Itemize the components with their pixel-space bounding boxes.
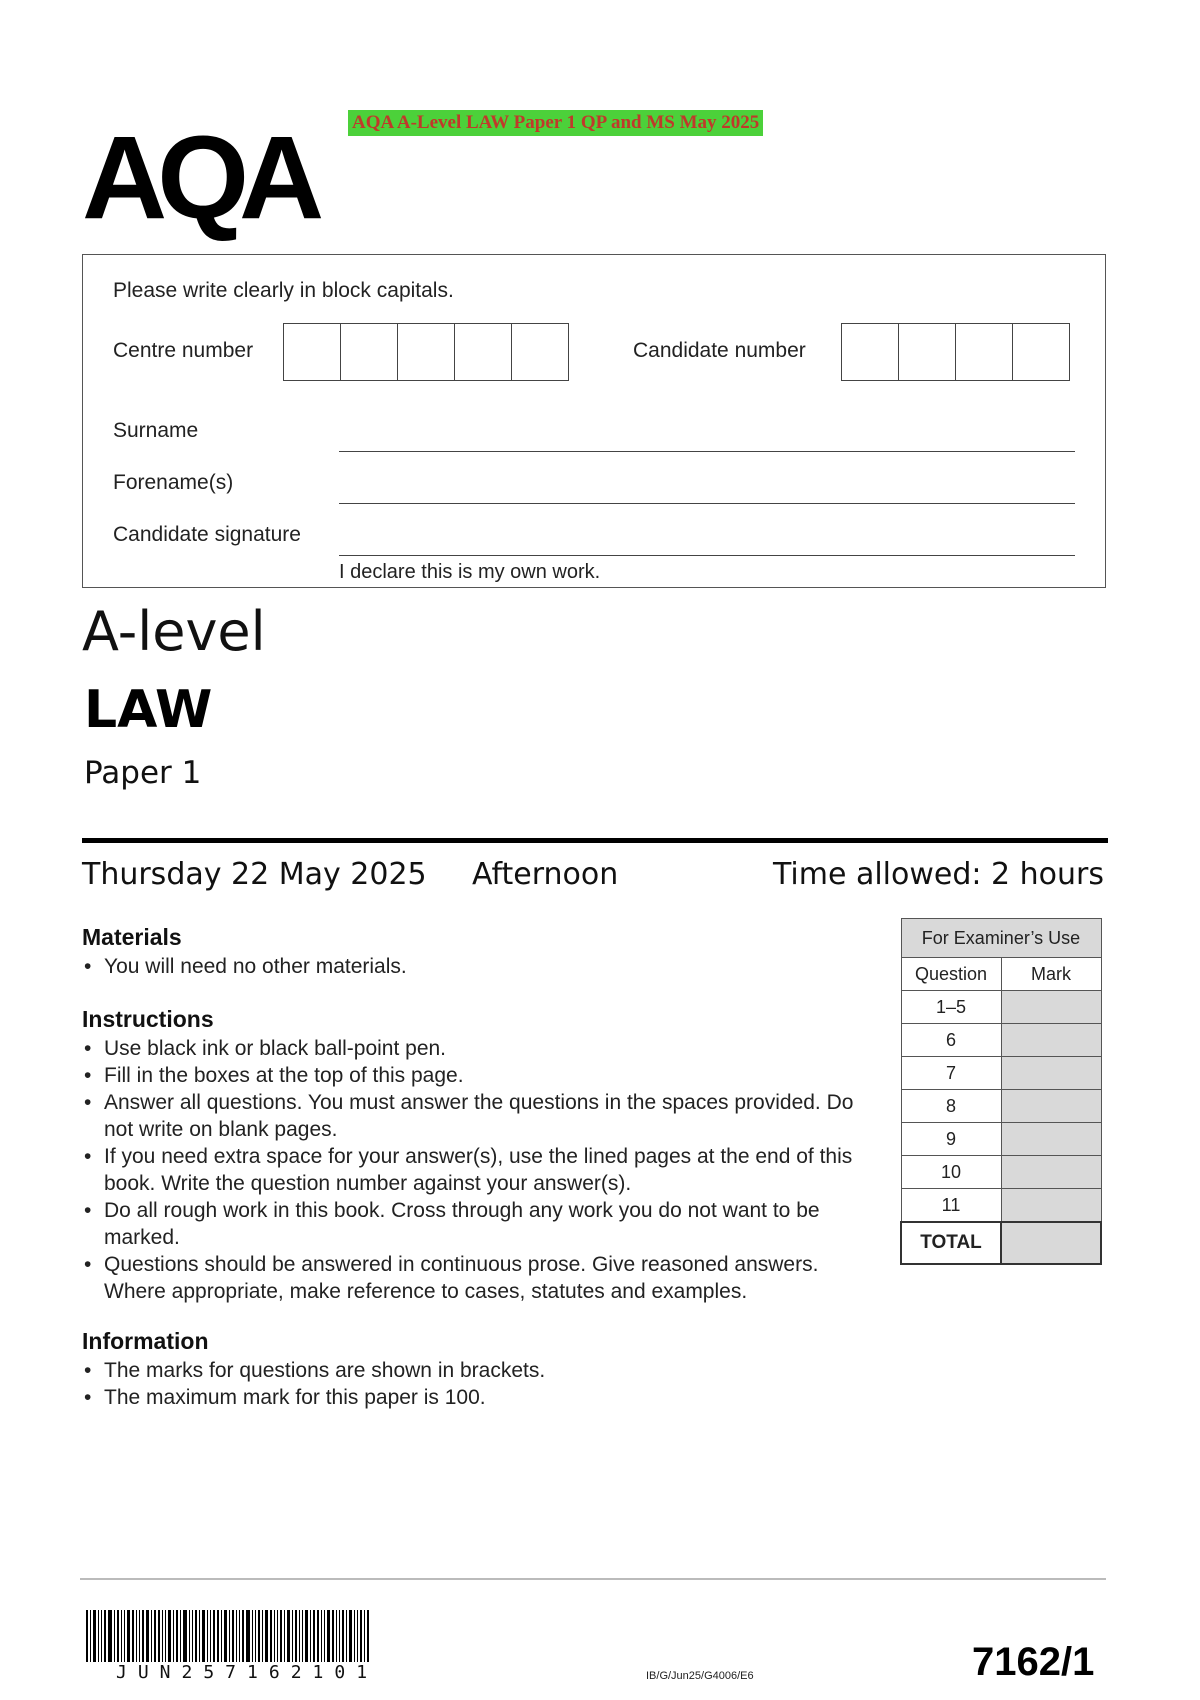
aqa-logo: AQA [82, 112, 315, 244]
barcode-bar [239, 1610, 240, 1662]
table-row: 8 [901, 1090, 1101, 1123]
barcode-bar [310, 1610, 311, 1662]
barcode-bar [324, 1610, 325, 1662]
barcode-bar [210, 1610, 211, 1662]
barcode-bar [252, 1610, 253, 1662]
table-row: 7 [901, 1057, 1101, 1090]
materials-heading: Materials [82, 924, 182, 950]
centre-number-boxes[interactable] [283, 323, 569, 381]
document-reference-code: IB/G/Jun25/G4006/E6 [646, 1670, 754, 1682]
list-item: • If you need extra space for your answer(s), use the lined pages at the end of this book. Write the question number against your answer(s). [84, 1145, 853, 1195]
mark-cell [1001, 1090, 1101, 1123]
barcode-bar [173, 1610, 174, 1662]
qualification-level: A-level [82, 600, 266, 663]
centre-digit-box[interactable] [398, 324, 455, 380]
barcode-bar [332, 1610, 334, 1662]
barcode-bar [165, 1610, 166, 1662]
table-row: 11 [901, 1189, 1101, 1223]
barcode-bar [242, 1610, 244, 1662]
mark-cell [1001, 1189, 1101, 1223]
footer-rule [80, 1578, 1106, 1580]
barcode-bar [168, 1610, 171, 1662]
barcode-bar [327, 1610, 330, 1662]
mark-cell [1001, 1123, 1101, 1156]
total-row: TOTAL [901, 1222, 1101, 1264]
candidate-digit-box[interactable] [1013, 324, 1069, 380]
paper-number: Paper 1 [84, 755, 202, 791]
time-allowed: Time allowed: 2 hours [772, 857, 1104, 892]
barcode-bar [236, 1610, 237, 1662]
barcode-bar [104, 1610, 106, 1662]
barcode-bar [295, 1610, 297, 1662]
mark-cell [1001, 1024, 1101, 1057]
instructions-section [82, 1006, 882, 1305]
barcode-bar [195, 1610, 197, 1662]
barcode-bar [277, 1610, 278, 1662]
barcode-bar [146, 1610, 149, 1662]
barcode-bar [154, 1610, 156, 1662]
barcode-bar [270, 1610, 272, 1662]
mark-cell [1001, 1156, 1101, 1189]
barcode-bar [124, 1610, 125, 1662]
candidate-number-label: Candidate number [633, 339, 806, 362]
centre-digit-box[interactable] [455, 324, 512, 380]
barcode-bar [217, 1610, 219, 1662]
barcode-bar [255, 1610, 256, 1662]
mark-cell [1001, 1057, 1101, 1090]
barcode-bar [299, 1610, 300, 1662]
barcode-bar [357, 1610, 358, 1662]
barcode-bar [360, 1610, 362, 1662]
barcode-bar [302, 1610, 303, 1662]
barcode-bar [207, 1610, 208, 1662]
barcode-bar [262, 1610, 263, 1662]
list-item: • Do all rough work in this book. Cross through any work you do not want to be marked. [84, 1199, 820, 1249]
candidate-digit-box[interactable] [956, 324, 1013, 380]
list-item: • Answer all questions. You must answer the questions in the spaces provided. Do not write on blank pages. [84, 1091, 854, 1141]
barcode-bar [139, 1610, 140, 1662]
barcode-bar [199, 1610, 200, 1662]
signature-line[interactable] [339, 555, 1075, 556]
barcode-bar [108, 1610, 112, 1662]
total-mark-cell [1001, 1222, 1101, 1264]
barcode-bar [336, 1610, 337, 1662]
barcode-bar [284, 1610, 285, 1662]
barcode-bar [280, 1610, 282, 1662]
barcode-bar [132, 1610, 134, 1662]
table-row: 1–5 [901, 991, 1101, 1024]
barcode-bar [287, 1610, 290, 1662]
barcode-bar [265, 1610, 268, 1662]
barcode-bar [93, 1610, 96, 1662]
examiner-use-table [900, 918, 1102, 1265]
list-item: • Questions should be answered in continuous prose. Give reasoned answers. Where appropriate, make reference to cases, statutes and examples. [84, 1253, 819, 1303]
table-row: 9 [901, 1123, 1101, 1156]
barcode-bar [313, 1610, 315, 1662]
centre-number-label: Centre number [113, 339, 254, 362]
barcode-bar [349, 1610, 352, 1662]
barcode-text: JUN257162101 [116, 1662, 379, 1683]
barcode-bar [258, 1610, 260, 1662]
barcode-bar [158, 1610, 160, 1662]
barcode-bar [213, 1610, 215, 1662]
barcode-bar [121, 1610, 122, 1662]
subject-title: LAW [84, 680, 213, 740]
barcode-bar [101, 1610, 102, 1662]
table-row: 10 [901, 1156, 1101, 1189]
barcode-bar [232, 1610, 234, 1662]
list-item: • The marks for questions are shown in brackets. [84, 1359, 546, 1382]
exam-session: Afternoon [472, 857, 619, 892]
barcode-bar [162, 1610, 163, 1662]
information-heading: Information [82, 1328, 209, 1354]
barcode-bar [364, 1610, 365, 1662]
barcode-bar [183, 1610, 187, 1662]
candidate-details-box [82, 254, 1106, 588]
mark-cell [1001, 991, 1101, 1024]
instructions-heading: Instructions [82, 1006, 214, 1032]
barcode-bar [339, 1610, 340, 1662]
information-section [82, 1328, 882, 1411]
barcode-bar [176, 1610, 178, 1662]
barcode-bar [342, 1610, 344, 1662]
barcode-bar [98, 1610, 99, 1662]
barcode-bar [117, 1610, 119, 1662]
own-work-declaration: I declare this is my own work. [339, 561, 601, 583]
barcode-bar [221, 1610, 222, 1662]
paper-code: 7162/1 [972, 1640, 1095, 1684]
block-capitals-instruction: Please write clearly in block capitals. [113, 279, 454, 302]
barcode-bar [346, 1610, 347, 1662]
barcode-bar [224, 1610, 227, 1662]
barcode-bar [90, 1610, 91, 1662]
list-item: • You will need no other materials. [84, 955, 407, 978]
barcode-bar [114, 1610, 115, 1662]
divider-rule [82, 838, 1108, 843]
list-item: • Use black ink or black ball-point pen. [84, 1037, 447, 1060]
barcode-bar [367, 1610, 369, 1662]
examiner-table-title: For Examiner’s Use [901, 919, 1101, 958]
centre-digit-box[interactable] [341, 324, 398, 380]
centre-digit-box[interactable] [284, 324, 341, 380]
barcode-bar [192, 1610, 193, 1662]
barcode-bar [246, 1610, 250, 1662]
candidate-digit-box[interactable] [899, 324, 956, 380]
forename-line[interactable] [339, 503, 1075, 504]
candidate-number-boxes[interactable] [841, 323, 1070, 381]
signature-label: Candidate signature [113, 523, 301, 546]
candidate-digit-box[interactable] [842, 324, 899, 380]
centre-digit-box[interactable] [512, 324, 568, 380]
surname-line[interactable] [339, 451, 1075, 452]
barcode-bar [180, 1610, 181, 1662]
surname-label: Surname [113, 419, 199, 442]
barcode-bar [321, 1610, 322, 1662]
barcode-bar [354, 1610, 355, 1662]
forename-label: Forename(s) [113, 471, 234, 494]
mark-column-header: Mark [1001, 958, 1101, 991]
question-column-header: Question [901, 958, 1001, 991]
barcode-bar [292, 1610, 293, 1662]
barcode [86, 1610, 474, 1662]
list-item: • Fill in the boxes at the top of this page. [84, 1064, 464, 1087]
barcode-bar [86, 1610, 88, 1662]
barcode-bar [305, 1610, 308, 1662]
barcode-bar [127, 1610, 130, 1662]
barcode-bar [202, 1610, 205, 1662]
barcode-bar [317, 1610, 319, 1662]
table-row: 6 [901, 1024, 1101, 1057]
document-banner: AQA A-Level LAW Paper 1 QP and MS May 2025 [348, 110, 763, 136]
barcode-bar [274, 1610, 275, 1662]
barcode-bar [189, 1610, 190, 1662]
barcode-bar [151, 1610, 152, 1662]
barcode-bar [142, 1610, 144, 1662]
exam-date: Thursday 22 May 2025 [82, 857, 427, 892]
barcode-bar [136, 1610, 137, 1662]
materials-section [82, 924, 882, 980]
list-item: • The maximum mark for this paper is 100. [84, 1386, 486, 1409]
barcode-bar [229, 1610, 230, 1662]
